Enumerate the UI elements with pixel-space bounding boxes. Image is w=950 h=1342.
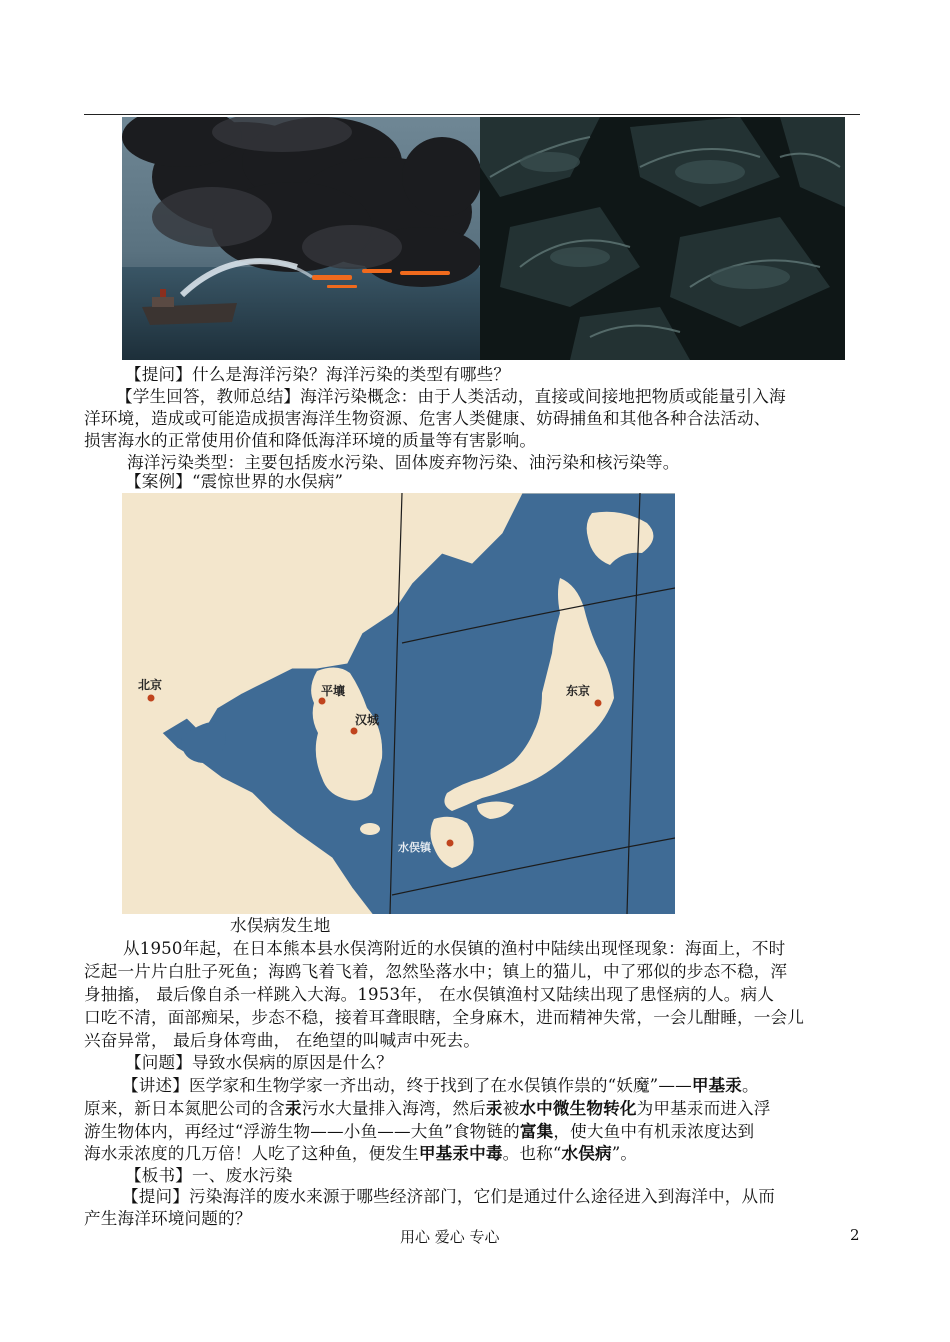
story-line: 泛起一片片白肚子死鱼；海鸥飞着飞着，忽然坠落水中；镇上的猫儿，中了邪似的步态不稳，浑 <box>84 962 788 981</box>
question-heading: 【问题】导致水俣病的原因是什么？ <box>125 1053 393 1072</box>
footer-motto: 用心 爱心 专心 <box>400 1228 500 1246</box>
board-heading: 【板书】一、废水污染 <box>125 1166 293 1185</box>
lecture-line: 【讲述】医学家和生物学家一齐出动，终于找到了在水俣镇作祟的“妖魔”——甲基汞。 <box>122 1076 759 1095</box>
question2-line: 产生海洋环境问题的？ <box>84 1209 252 1228</box>
lecture-line: 游生物体内，再经过“浮游生物——小鱼——大鱼”食物链的富集，使大鱼中有机汞浓度达到 <box>84 1122 755 1141</box>
story-line: 从1950年起，在日本熊本县水俣湾附近的水俣镇的渔村中陆续出现怪现象：海面上，不时 <box>123 939 786 958</box>
case-heading: 【案例】“震惊世界的水俣病” <box>125 472 344 491</box>
question-paragraph: 【提问】什么是海洋污染？海洋污染的类型有哪些？ <box>125 365 511 384</box>
lecture-line: 海水汞浓度的几万倍！人吃了这种鱼，便发生甲基汞中毒。也称“水俣病”。 <box>84 1144 638 1163</box>
city-label-tokyo: 东京 <box>566 684 591 698</box>
question2-line: 【提问】污染海洋的废水来源于哪些经济部门，它们是通过什么途径进入到海洋中，从而 <box>122 1187 776 1206</box>
city-label-seoul: 汉城 <box>355 713 380 727</box>
answer-line: 洋环境，造成或可能造成损害海洋生物资源、危害人类健康、妨碍捕鱼和其他各种合法活动、 <box>84 409 771 428</box>
map-caption: 水俣病发生地 <box>230 916 331 935</box>
story-line: 口吃不清，面部痴呆，步态不稳，接着耳聋眼瞎，全身麻木，进而精神失常，一会儿酣睡，一会儿 <box>84 1008 804 1027</box>
answer-line: 损害海水的正常使用价值和降低海洋环境的质量等有害影响。 <box>84 431 537 450</box>
city-label-beijing: 北京 <box>138 678 163 692</box>
header-rule <box>84 114 860 115</box>
story-line: 兴奋异常， 最后身体弯曲， 在绝望的叫喊声中死去。 <box>84 1031 480 1050</box>
answer-line: 【学生回答，教师总结】海洋污染概念：由于人类活动，直接或间接地把物质或能量引入海 <box>116 387 786 406</box>
story-line: 身抽搐， 最后像自杀一样跳入大海。1953年， 在水俣镇渔村又陆续出现了患怪病的人。病人 <box>84 985 774 1004</box>
lecture-line: 原来，新日本氮肥公司的含汞污水大量排入海湾，然后汞被水中微生物转化为甲基汞而进入浮 <box>84 1099 771 1118</box>
page-number: 2 <box>850 1226 860 1244</box>
oil-covered-rocks-photo <box>480 117 845 360</box>
city-label-minamata: 水俣镇 <box>398 841 431 854</box>
pollution-types-line: 海洋污染类型：主要包括废水污染、固体废弃物污染、油污染和核污染等。 <box>127 453 680 472</box>
burning-tanker-photo <box>122 117 480 360</box>
city-label-pyongyang: 平壤 <box>321 684 346 698</box>
